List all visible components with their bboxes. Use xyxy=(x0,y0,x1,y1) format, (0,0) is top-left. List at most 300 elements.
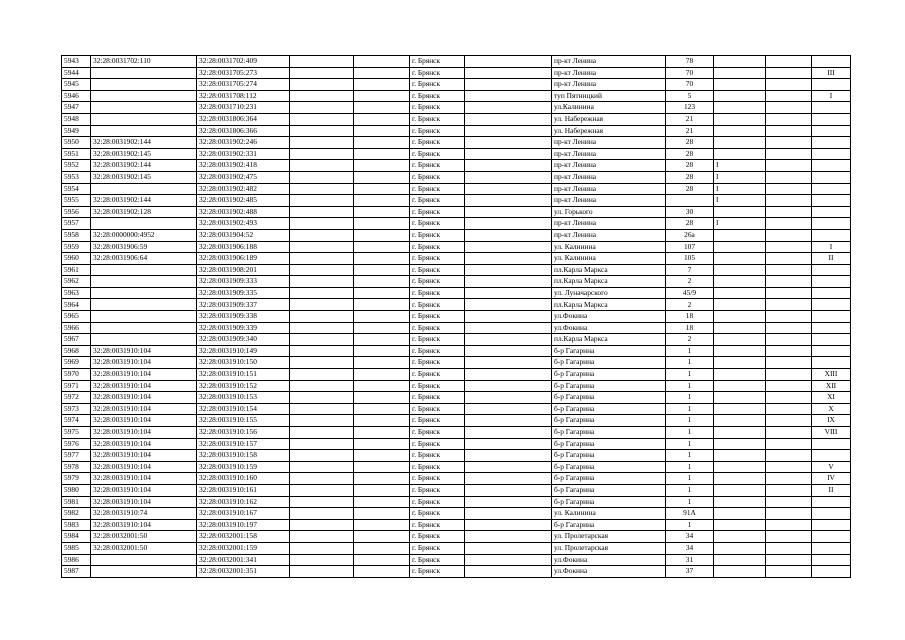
blank-cell xyxy=(766,241,812,253)
row-number: 5968 xyxy=(62,345,91,357)
blank-cell xyxy=(766,519,812,531)
house-number-cell: 34 xyxy=(666,531,714,543)
row-number: 5967 xyxy=(62,334,91,346)
object-cadastral-number: 32:28:0031902:493 xyxy=(197,218,290,230)
blank-cell xyxy=(766,102,812,114)
city-cell: г. Брянск xyxy=(410,473,465,485)
object-cadastral-number: 32:28:0031705:274 xyxy=(197,79,290,91)
table-row xyxy=(62,311,851,323)
city-cell: г. Брянск xyxy=(410,287,465,299)
table-row xyxy=(62,241,851,253)
blank-cell xyxy=(766,148,812,160)
room-numeral-cell: II xyxy=(812,253,851,265)
parcel-cadastral-number: 32:28:0031910:104 xyxy=(91,392,197,404)
parcel-cadastral-number: 32:28:0031910:104 xyxy=(91,403,197,415)
street-cell: б-р Гагарина xyxy=(552,415,666,427)
object-cadastral-number: 32:28:0031902:482 xyxy=(197,183,290,195)
blank-cell xyxy=(290,195,354,207)
street-cell: б-р Гагарина xyxy=(552,380,666,392)
city-cell: г. Брянск xyxy=(410,519,465,531)
room-numeral-cell xyxy=(812,345,851,357)
city-cell: г. Брянск xyxy=(410,357,465,369)
blank-cell xyxy=(766,484,812,496)
room-numeral-cell xyxy=(812,264,851,276)
street-cell: пр-кт Ленина xyxy=(552,183,666,195)
mark-cell xyxy=(714,276,766,288)
table-row xyxy=(62,206,851,218)
row-number: 5956 xyxy=(62,206,91,218)
table-row xyxy=(62,160,851,172)
mark-cell xyxy=(714,113,766,125)
room-numeral-cell xyxy=(812,438,851,450)
blank-cell xyxy=(766,311,812,323)
blank-cell xyxy=(354,90,410,102)
room-numeral-cell: IX xyxy=(812,415,851,427)
parcel-cadastral-number xyxy=(91,311,197,323)
blank-cell xyxy=(290,113,354,125)
mark-cell: I xyxy=(714,195,766,207)
blank-cell xyxy=(465,241,552,253)
blank-cell xyxy=(465,438,552,450)
room-numeral-cell xyxy=(812,137,851,149)
parcel-cadastral-number xyxy=(91,218,197,230)
row-number: 5987 xyxy=(62,566,91,578)
blank-cell xyxy=(465,67,552,79)
row-number: 5969 xyxy=(62,357,91,369)
blank-cell xyxy=(354,392,410,404)
street-cell: пр-кт Ленина xyxy=(552,137,666,149)
house-number-cell: 1 xyxy=(666,380,714,392)
blank-cell xyxy=(354,264,410,276)
blank-cell xyxy=(290,160,354,172)
parcel-cadastral-number xyxy=(91,90,197,102)
room-numeral-cell xyxy=(812,125,851,137)
table-row xyxy=(62,113,851,125)
street-cell: пр-кт Ленина xyxy=(552,195,666,207)
street-cell: пл.Карла Маркса xyxy=(552,299,666,311)
table-row xyxy=(62,218,851,230)
house-number-cell: 7 xyxy=(666,264,714,276)
blank-cell xyxy=(766,229,812,241)
city-cell: г. Брянск xyxy=(410,276,465,288)
blank-cell xyxy=(290,183,354,195)
city-cell: г. Брянск xyxy=(410,531,465,543)
blank-cell xyxy=(465,299,552,311)
city-cell: г. Брянск xyxy=(410,253,465,265)
blank-cell xyxy=(290,287,354,299)
mark-cell xyxy=(714,380,766,392)
blank-cell xyxy=(465,427,552,439)
city-cell: г. Брянск xyxy=(410,79,465,91)
street-cell: ул.Фокина xyxy=(552,566,666,578)
row-number: 5965 xyxy=(62,311,91,323)
object-cadastral-number: 32:28:0031710:231 xyxy=(197,102,290,114)
city-cell: г. Брянск xyxy=(410,311,465,323)
object-cadastral-number: 32:28:0031902:331 xyxy=(197,148,290,160)
house-number-cell: 2 xyxy=(666,299,714,311)
row-number: 5985 xyxy=(62,542,91,554)
object-cadastral-number: 32:28:0031910:151 xyxy=(197,369,290,381)
blank-cell xyxy=(290,392,354,404)
object-cadastral-number: 32:28:0031902:418 xyxy=(197,160,290,172)
row-number: 5945 xyxy=(62,79,91,91)
object-cadastral-number: 32:28:0032001:159 xyxy=(197,542,290,554)
row-number: 5963 xyxy=(62,287,91,299)
street-cell: ул.Фокина xyxy=(552,554,666,566)
blank-cell xyxy=(290,403,354,415)
object-cadastral-number: 32:28:0031910:152 xyxy=(197,380,290,392)
street-cell: б-р Гагарина xyxy=(552,473,666,485)
blank-cell xyxy=(354,287,410,299)
blank-cell xyxy=(766,531,812,543)
house-number-cell: 30 xyxy=(666,206,714,218)
object-cadastral-number: 32:28:0031910:155 xyxy=(197,415,290,427)
row-number: 5983 xyxy=(62,519,91,531)
house-number-cell: 28 xyxy=(666,171,714,183)
blank-cell xyxy=(354,299,410,311)
blank-cell xyxy=(354,206,410,218)
blank-cell xyxy=(354,427,410,439)
mark-cell xyxy=(714,241,766,253)
row-number: 5979 xyxy=(62,473,91,485)
room-numeral-cell xyxy=(812,334,851,346)
blank-cell xyxy=(354,56,410,68)
parcel-cadastral-number: 32:28:0031910:104 xyxy=(91,357,197,369)
mark-cell: I xyxy=(714,183,766,195)
house-number-cell: 1 xyxy=(666,415,714,427)
object-cadastral-number: 32:28:0031910:167 xyxy=(197,508,290,520)
street-cell: б-р Гагарина xyxy=(552,345,666,357)
table-row xyxy=(62,403,851,415)
parcel-cadastral-number xyxy=(91,79,197,91)
city-cell: г. Брянск xyxy=(410,392,465,404)
mark-cell xyxy=(714,90,766,102)
room-numeral-cell xyxy=(812,450,851,462)
parcel-cadastral-number: 32:28:0031906:59 xyxy=(91,241,197,253)
mark-cell xyxy=(714,542,766,554)
blank-cell xyxy=(290,450,354,462)
parcel-cadastral-number xyxy=(91,125,197,137)
object-cadastral-number: 32:28:0031908:201 xyxy=(197,264,290,276)
blank-cell xyxy=(354,113,410,125)
mark-cell xyxy=(714,473,766,485)
blank-cell xyxy=(766,195,812,207)
city-cell: г. Брянск xyxy=(410,496,465,508)
table-row xyxy=(62,79,851,91)
mark-cell xyxy=(714,334,766,346)
city-cell: г. Брянск xyxy=(410,427,465,439)
city-cell: г. Брянск xyxy=(410,450,465,462)
parcel-cadastral-number: 32:28:0031902:145 xyxy=(91,171,197,183)
blank-cell xyxy=(465,531,552,543)
city-cell: г. Брянск xyxy=(410,102,465,114)
blank-cell xyxy=(766,392,812,404)
blank-cell xyxy=(290,229,354,241)
city-cell: г. Брянск xyxy=(410,508,465,520)
parcel-cadastral-number: 32:28:0031910:104 xyxy=(91,519,197,531)
blank-cell xyxy=(465,125,552,137)
table-row xyxy=(62,264,851,276)
house-number-cell: 2 xyxy=(666,334,714,346)
blank-cell xyxy=(766,125,812,137)
room-numeral-cell xyxy=(812,287,851,299)
blank-cell xyxy=(465,519,552,531)
blank-cell xyxy=(465,229,552,241)
blank-cell xyxy=(766,137,812,149)
parcel-cadastral-number xyxy=(91,566,197,578)
street-cell: пр-кт Ленина xyxy=(552,67,666,79)
street-cell: б-р Гагарина xyxy=(552,392,666,404)
parcel-cadastral-number xyxy=(91,183,197,195)
blank-cell xyxy=(465,287,552,299)
object-cadastral-number: 32:28:0031909:335 xyxy=(197,287,290,299)
blank-cell xyxy=(290,334,354,346)
street-cell: б-р Гагарина xyxy=(552,461,666,473)
blank-cell xyxy=(766,542,812,554)
parcel-cadastral-number xyxy=(91,554,197,566)
blank-cell xyxy=(354,322,410,334)
table-row xyxy=(62,554,851,566)
row-number: 5957 xyxy=(62,218,91,230)
blank-cell xyxy=(354,380,410,392)
blank-cell xyxy=(766,450,812,462)
row-number: 5949 xyxy=(62,125,91,137)
parcel-cadastral-number: 32:28:0031910:104 xyxy=(91,415,197,427)
blank-cell xyxy=(290,566,354,578)
row-number: 5982 xyxy=(62,508,91,520)
parcel-cadastral-number xyxy=(91,299,197,311)
blank-cell xyxy=(465,137,552,149)
house-number-cell: 1 xyxy=(666,403,714,415)
mark-cell xyxy=(714,450,766,462)
city-cell: г. Брянск xyxy=(410,241,465,253)
house-number-cell: 28 xyxy=(666,148,714,160)
parcel-cadastral-number: 32:28:0031902:145 xyxy=(91,148,197,160)
row-number: 5962 xyxy=(62,276,91,288)
row-number: 5973 xyxy=(62,403,91,415)
table-row xyxy=(62,171,851,183)
row-number: 5946 xyxy=(62,90,91,102)
blank-cell xyxy=(354,403,410,415)
object-cadastral-number: 32:28:0031702:409 xyxy=(197,56,290,68)
parcel-cadastral-number: 32:28:0031910:104 xyxy=(91,369,197,381)
house-number-cell: 28 xyxy=(666,183,714,195)
mark-cell xyxy=(714,253,766,265)
blank-cell xyxy=(766,461,812,473)
blank-cell xyxy=(290,253,354,265)
mark-cell xyxy=(714,137,766,149)
row-number: 5981 xyxy=(62,496,91,508)
room-numeral-cell xyxy=(812,206,851,218)
house-number-cell: 34 xyxy=(666,542,714,554)
blank-cell xyxy=(465,253,552,265)
object-cadastral-number: 32:28:0031902:485 xyxy=(197,195,290,207)
blank-cell xyxy=(354,542,410,554)
street-cell: б-р Гагарина xyxy=(552,496,666,508)
row-number: 5978 xyxy=(62,461,91,473)
house-number-cell: 28 xyxy=(666,160,714,172)
house-number-cell: 1 xyxy=(666,461,714,473)
blank-cell xyxy=(354,484,410,496)
object-cadastral-number: 32:28:0031906:188 xyxy=(197,241,290,253)
room-numeral-cell xyxy=(812,554,851,566)
city-cell: г. Брянск xyxy=(410,183,465,195)
object-cadastral-number: 32:28:0031910:161 xyxy=(197,484,290,496)
street-cell: ул. Пролетарская xyxy=(552,531,666,543)
room-numeral-cell xyxy=(812,276,851,288)
room-numeral-cell xyxy=(812,531,851,543)
row-number: 5974 xyxy=(62,415,91,427)
row-number: 5944 xyxy=(62,67,91,79)
mark-cell xyxy=(714,484,766,496)
house-number-cell: 107 xyxy=(666,241,714,253)
table-row xyxy=(62,195,851,207)
table-row xyxy=(62,148,851,160)
table-row xyxy=(62,357,851,369)
object-cadastral-number: 32:28:0032001:351 xyxy=(197,566,290,578)
blank-cell xyxy=(354,496,410,508)
blank-cell xyxy=(465,484,552,496)
table-row xyxy=(62,380,851,392)
blank-cell xyxy=(290,508,354,520)
blank-cell xyxy=(766,415,812,427)
room-numeral-cell: VIII xyxy=(812,427,851,439)
parcel-cadastral-number: 32:28:0031702:110 xyxy=(91,56,197,68)
city-cell: г. Брянск xyxy=(410,160,465,172)
blank-cell xyxy=(354,531,410,543)
blank-cell xyxy=(465,461,552,473)
room-numeral-cell xyxy=(812,218,851,230)
table-row xyxy=(62,450,851,462)
table-row xyxy=(62,531,851,543)
blank-cell xyxy=(354,519,410,531)
house-number-cell: 1 xyxy=(666,496,714,508)
blank-cell xyxy=(290,357,354,369)
blank-cell xyxy=(354,229,410,241)
house-number-cell: 45/9 xyxy=(666,287,714,299)
city-cell: г. Брянск xyxy=(410,461,465,473)
blank-cell xyxy=(465,357,552,369)
blank-cell xyxy=(766,496,812,508)
city-cell: г. Брянск xyxy=(410,148,465,160)
object-cadastral-number: 32:28:0031902:246 xyxy=(197,137,290,149)
blank-cell xyxy=(766,253,812,265)
blank-cell xyxy=(465,380,552,392)
blank-cell xyxy=(766,566,812,578)
city-cell: г. Брянск xyxy=(410,566,465,578)
blank-cell xyxy=(465,403,552,415)
mark-cell xyxy=(714,102,766,114)
room-numeral-cell xyxy=(812,113,851,125)
city-cell: г. Брянск xyxy=(410,171,465,183)
street-cell: ул. Набережная xyxy=(552,113,666,125)
blank-cell xyxy=(354,369,410,381)
blank-cell xyxy=(354,137,410,149)
object-cadastral-number: 32:28:0031902:488 xyxy=(197,206,290,218)
house-number-cell: 1 xyxy=(666,450,714,462)
blank-cell xyxy=(465,102,552,114)
blank-cell xyxy=(290,345,354,357)
blank-cell xyxy=(465,311,552,323)
mark-cell xyxy=(714,438,766,450)
house-number-cell: 37 xyxy=(666,566,714,578)
blank-cell xyxy=(354,160,410,172)
street-cell: б-р Гагарина xyxy=(552,369,666,381)
object-cadastral-number: 32:28:0031904:52 xyxy=(197,229,290,241)
blank-cell xyxy=(290,67,354,79)
blank-cell xyxy=(766,508,812,520)
registry-table-body xyxy=(62,56,851,578)
parcel-cadastral-number xyxy=(91,102,197,114)
blank-cell xyxy=(766,264,812,276)
blank-cell xyxy=(290,206,354,218)
table-row xyxy=(62,519,851,531)
city-cell: г. Брянск xyxy=(410,484,465,496)
room-numeral-cell xyxy=(812,79,851,91)
object-cadastral-number: 32:28:0031910:162 xyxy=(197,496,290,508)
blank-cell xyxy=(766,206,812,218)
blank-cell xyxy=(766,357,812,369)
house-number-cell: 2 xyxy=(666,276,714,288)
city-cell: г. Брянск xyxy=(410,299,465,311)
blank-cell xyxy=(290,496,354,508)
mark-cell xyxy=(714,357,766,369)
blank-cell xyxy=(290,276,354,288)
blank-cell xyxy=(354,195,410,207)
row-number: 5951 xyxy=(62,148,91,160)
blank-cell xyxy=(354,345,410,357)
blank-cell xyxy=(465,450,552,462)
blank-cell xyxy=(766,427,812,439)
row-number: 5954 xyxy=(62,183,91,195)
parcel-cadastral-number xyxy=(91,276,197,288)
table-row xyxy=(62,137,851,149)
room-numeral-cell: I xyxy=(812,90,851,102)
room-numeral-cell xyxy=(812,322,851,334)
mark-cell xyxy=(714,67,766,79)
house-number-cell: 31 xyxy=(666,554,714,566)
mark-cell xyxy=(714,148,766,160)
street-cell: ул. Калинина xyxy=(552,241,666,253)
mark-cell xyxy=(714,299,766,311)
parcel-cadastral-number xyxy=(91,322,197,334)
parcel-cadastral-number: 32:28:0031902:144 xyxy=(91,160,197,172)
blank-cell xyxy=(354,311,410,323)
row-number: 5966 xyxy=(62,322,91,334)
row-number: 5943 xyxy=(62,56,91,68)
row-number: 5959 xyxy=(62,241,91,253)
room-numeral-cell xyxy=(812,496,851,508)
city-cell: г. Брянск xyxy=(410,125,465,137)
parcel-cadastral-number: 32:28:0031902:144 xyxy=(91,137,197,149)
object-cadastral-number: 32:28:0031806:366 xyxy=(197,125,290,137)
street-cell: пр-кт Ленина xyxy=(552,229,666,241)
house-number-cell: 21 xyxy=(666,113,714,125)
blank-cell xyxy=(290,519,354,531)
registry-table xyxy=(61,55,851,578)
blank-cell xyxy=(354,438,410,450)
mark-cell: I xyxy=(714,218,766,230)
blank-cell xyxy=(465,183,552,195)
mark-cell xyxy=(714,392,766,404)
parcel-cadastral-number xyxy=(91,287,197,299)
blank-cell xyxy=(290,322,354,334)
object-cadastral-number: 32:28:0032001:341 xyxy=(197,554,290,566)
blank-cell xyxy=(354,67,410,79)
blank-cell xyxy=(354,508,410,520)
house-number-cell xyxy=(666,195,714,207)
mark-cell xyxy=(714,287,766,299)
